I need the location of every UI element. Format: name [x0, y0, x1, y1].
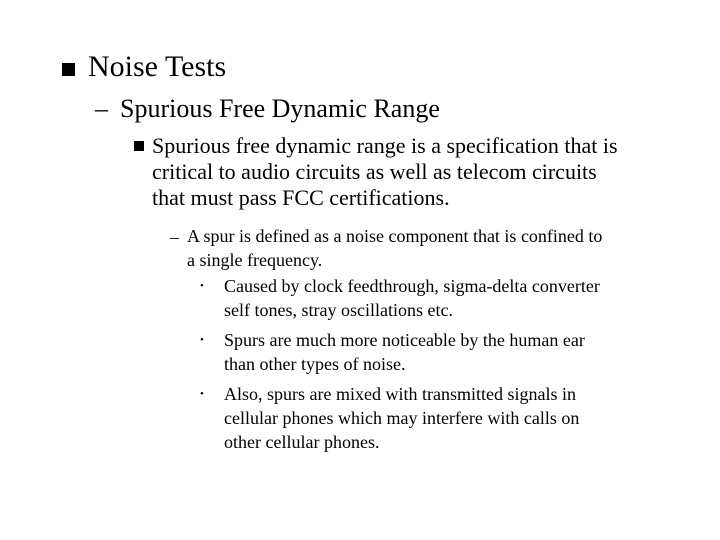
paragraph-sfdr-definition	[152, 133, 618, 211]
sub-bullet-noticeable	[224, 328, 585, 376]
paragraph-line: Spurs are much more noticeable by the human ear	[224, 330, 585, 350]
paragraph-line: that must pass FCC certifications.	[152, 185, 450, 210]
paragraph-line: Spurious free dynamic range is a specification that is	[152, 133, 618, 158]
paragraph-line: self tones, stray oscillations etc.	[224, 300, 453, 320]
dot-bullet-icon: •	[200, 280, 204, 292]
dot-bullet-icon: •	[200, 334, 204, 346]
square-bullet-icon	[62, 63, 75, 76]
paragraph-line: cellular phones which may interfere with calls on	[224, 408, 580, 428]
paragraph-line: Also, spurs are mixed with transmitted signals in	[224, 384, 576, 404]
subheading-sfdr: Spurious Free Dynamic Range	[120, 94, 440, 123]
paragraph-line: than other types of noise.	[224, 354, 406, 374]
square-bullet-icon	[134, 141, 144, 151]
heading-noise-tests: Noise Tests	[88, 50, 227, 83]
paragraph-line: a single frequency.	[187, 250, 323, 270]
sub-bullet-causes	[224, 274, 600, 322]
paragraph-line: Caused by clock feedthrough, sigma-delta converter	[224, 276, 600, 296]
paragraph-line: A spur is defined as a noise component that is confined to	[187, 226, 603, 246]
paragraph-spur-definition	[187, 224, 602, 272]
sub-bullet-mixed-signals	[224, 382, 579, 454]
paragraph-line: other cellular phones.	[224, 432, 380, 452]
dot-bullet-icon: •	[200, 388, 204, 400]
paragraph-line: critical to audio circuits as well as telecom circuits	[152, 159, 597, 184]
dash-bullet-icon: –	[170, 227, 179, 247]
dash-bullet-icon: –	[95, 94, 108, 123]
